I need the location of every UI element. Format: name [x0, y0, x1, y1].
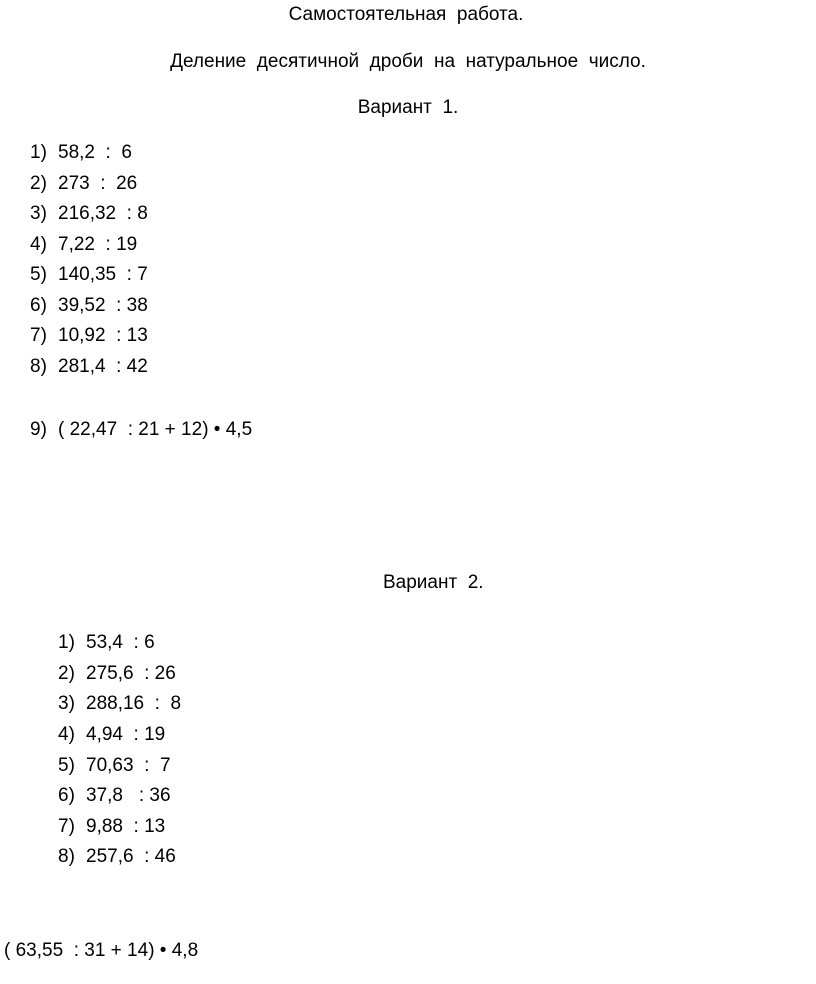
- item-expression: 10,92 : 13: [58, 325, 148, 346]
- item-number: 6): [58, 785, 75, 806]
- item-expression: 39,52 : 38: [58, 295, 148, 316]
- item-expression: 4,94 : 19: [86, 724, 166, 745]
- item-number: 1): [30, 142, 47, 163]
- item-number: 8): [58, 846, 75, 867]
- item-expression: 273 : 26: [58, 173, 138, 194]
- list-item: [30, 173, 137, 195]
- list-item: [30, 356, 148, 378]
- item-expression: 216,32 : 8: [58, 203, 148, 224]
- item-expression: 7,22 : 19: [58, 234, 138, 255]
- item-number: 4): [58, 724, 75, 745]
- item-expression: 53,4 : 6: [86, 632, 155, 653]
- list-item: [30, 203, 148, 225]
- item-expression: ( 22,47 : 21 + 12) • 4,5: [58, 419, 253, 440]
- item-expression: 37,8 : 36: [86, 785, 171, 806]
- item-number: 7): [30, 325, 47, 346]
- list-item: [58, 632, 155, 654]
- worksheet-title: Самостоятельная работа.: [288, 4, 524, 25]
- item-number: 9): [30, 419, 47, 440]
- item-number: 4): [30, 234, 47, 255]
- list-item: [58, 724, 165, 746]
- item-expression: 288,16 : 8: [86, 693, 182, 714]
- worksheet-subtitle: Деление десятичной дроби на натуральное число.: [170, 51, 646, 72]
- item-expression: 275,6 : 26: [86, 663, 176, 684]
- item-expression: 58,2 : 6: [58, 142, 132, 163]
- list-item: [58, 846, 176, 868]
- item-number: 5): [30, 264, 47, 285]
- item-number: 7): [58, 816, 75, 837]
- list-item: [30, 234, 137, 256]
- item-number: 3): [58, 693, 75, 714]
- item-expression: 9,88 : 13: [86, 816, 166, 837]
- list-item-extra: [30, 419, 252, 441]
- list-item: [58, 755, 171, 777]
- list-item: [30, 325, 148, 347]
- item-number: 6): [30, 295, 47, 316]
- variant-1-heading: Вариант 1.: [357, 97, 459, 118]
- list-item: [58, 693, 181, 715]
- item-number: 1): [58, 632, 75, 653]
- item-expression: 140,35 : 7: [58, 264, 148, 285]
- item-number: 2): [30, 173, 47, 194]
- item-number: 2): [58, 663, 75, 684]
- list-item: [30, 142, 132, 164]
- list-item: [58, 816, 165, 838]
- item-number: 3): [30, 203, 47, 224]
- item-number: 8): [30, 356, 47, 377]
- list-item: [58, 663, 176, 685]
- item-expression: 281,4 : 42: [58, 356, 148, 377]
- item-expression: 70,63 : 7: [86, 755, 171, 776]
- variant-2-heading: Вариант 2.: [383, 572, 484, 593]
- item-number: 5): [58, 755, 75, 776]
- list-item: [58, 785, 171, 807]
- item-expression: 257,6 : 46: [86, 846, 176, 867]
- variant-2-extra-expression: ( 63,55 : 31 + 14) • 4,8: [4, 940, 199, 961]
- list-item: [30, 295, 148, 317]
- list-item: [30, 264, 148, 286]
